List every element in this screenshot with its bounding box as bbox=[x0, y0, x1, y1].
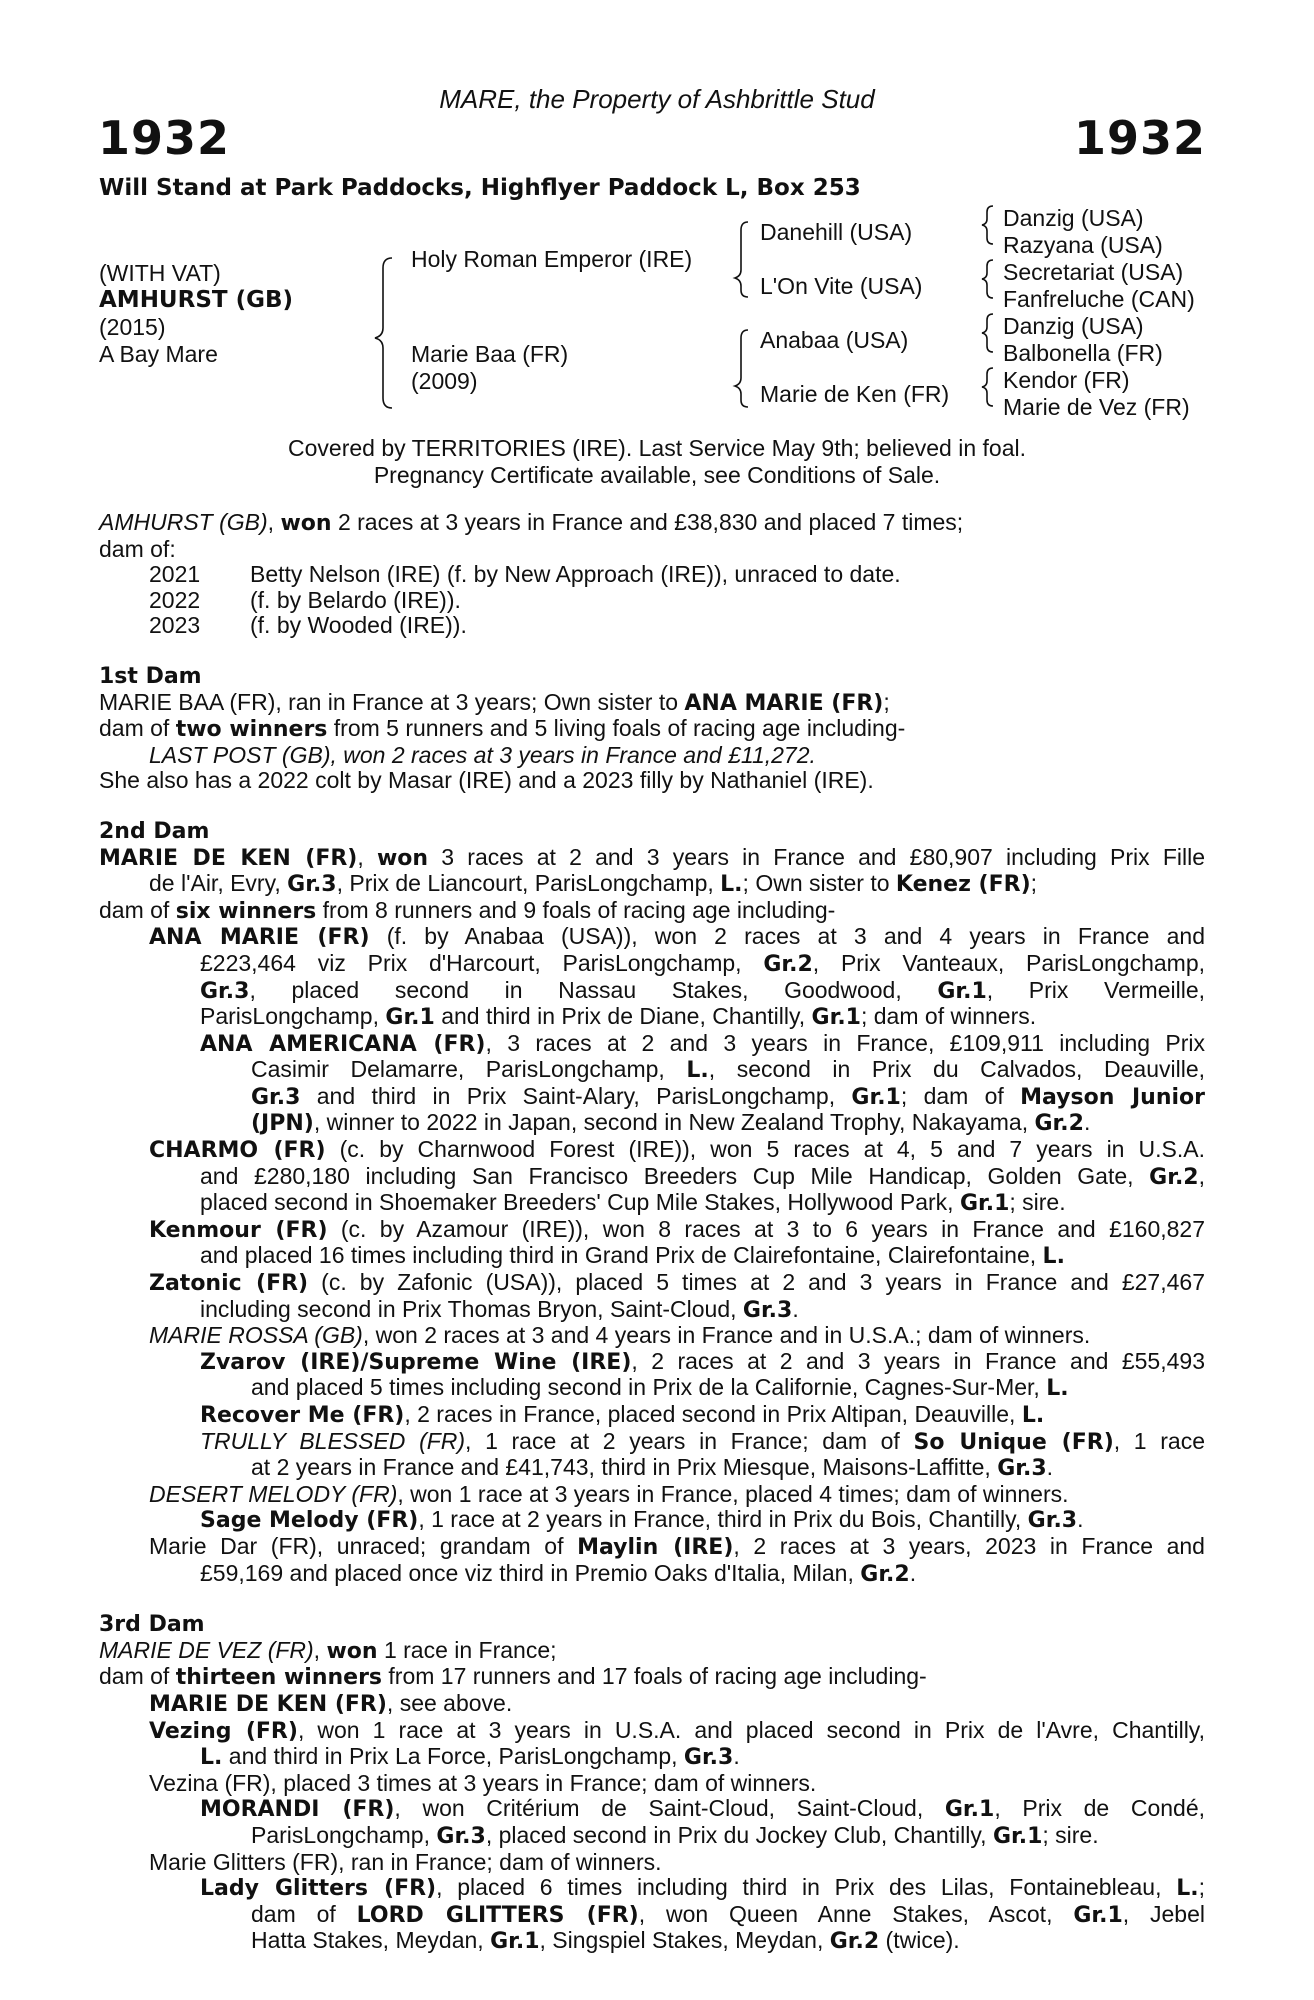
text: ParisLongchamp, bbox=[200, 1003, 386, 1030]
progeny-entry bbox=[99, 1137, 1205, 1164]
text: (c. by Charnwood Forest (IRE)), won 5 races at 4, 5 and 7 years in U.S.A. bbox=[325, 1136, 1205, 1163]
progeny-entry bbox=[99, 1534, 1205, 1561]
progeny-entry bbox=[99, 1402, 1205, 1429]
dam-year: (2009) bbox=[411, 368, 478, 394]
text: (f. by Anabaa (USA)), won 2 races at 3 and 4 years in France and bbox=[369, 923, 1206, 950]
horse-name-bold: ANA MARIE (FR) bbox=[149, 925, 370, 951]
punct: . bbox=[1077, 1506, 1084, 1533]
horse-name-bold: ANA MARIE (FR) bbox=[684, 690, 884, 716]
text: , winner to 2022 in Japan, second in New Zealand Trophy, Nakayama, bbox=[313, 1109, 1035, 1136]
text: Hatta Stakes, Meydan, bbox=[251, 1927, 491, 1954]
mare-name: AMHURST (GB) bbox=[99, 509, 268, 535]
produce-row bbox=[99, 613, 1205, 639]
grade: L. bbox=[1042, 1244, 1065, 1270]
text: from 5 runners and 5 living foals of racing age including- bbox=[327, 715, 906, 742]
catalogue-body bbox=[99, 510, 1205, 1955]
punct: , bbox=[357, 843, 377, 870]
text: from 17 runners and 17 foals of racing age including- bbox=[382, 1663, 927, 1690]
horse-name-bold: Maylin (IRE) bbox=[577, 1534, 734, 1560]
text: from 8 runners and 9 foals of racing age including- bbox=[316, 896, 836, 923]
horse-name-bold: Mayson Junior bbox=[1020, 1084, 1205, 1110]
grade: L. bbox=[1176, 1876, 1199, 1902]
text: £223,464 viz Prix d'Harcourt, ParisLongchamp, bbox=[200, 949, 764, 976]
punct: , bbox=[313, 1636, 327, 1663]
won-word: won bbox=[376, 845, 429, 871]
sire-sire-name: Danehill (USA) bbox=[760, 219, 913, 245]
progeny-entry bbox=[99, 1429, 1205, 1456]
first-dam-text: MARIE BAA (FR), ran in France at 3 years; Own sister to bbox=[99, 688, 685, 715]
mare-record: AMHURST (GB), won 2 races at 3 years in France and £38,830 and placed 7 times; dam of: 2021 Betty Nelson (IRE) (f. by New Approach (IRE)), unraced to date. 2022 (f. by Belardo (IRE)). 2023 (f. by Wooded (IRE)). bbox=[99, 510, 1205, 639]
text: , 3 races at 2 and 3 years in France, £109,911 including Prix bbox=[485, 1029, 1206, 1056]
text: and third in Prix de Diane, Chantilly, bbox=[434, 1003, 812, 1030]
grade: Gr.1 bbox=[944, 1797, 995, 1823]
won-word: won bbox=[280, 511, 332, 536]
text: , 2 races in France, placed second in Prix Altipan, Deauville, bbox=[404, 1401, 1022, 1427]
produce-text: Betty Nelson (IRE) (f. by New Approach (IRE)), unraced to date. bbox=[250, 561, 901, 588]
progeny-entry bbox=[99, 1507, 1205, 1534]
grade: Gr.3 bbox=[200, 978, 250, 1004]
dam-name: Marie Baa (FR) bbox=[411, 341, 569, 367]
text: , placed second in Nassau Stakes, Goodwood, bbox=[249, 976, 938, 1003]
text: de l'Air, Evry, bbox=[149, 870, 288, 897]
horse-name: AMHURST (GB) bbox=[99, 287, 294, 313]
horse-name-italic: MARIE ROSSA (GB) bbox=[149, 1322, 363, 1349]
horse-name-bold: Lady Glitters (FR) bbox=[200, 1876, 437, 1902]
progeny-entry: Vezina (FR), placed 3 times at 3 years in France; dam of winners. bbox=[149, 1769, 817, 1796]
text: and placed 16 times including third in Grand Prix de Clairefontaine, Clairefontaine, bbox=[200, 1242, 1043, 1269]
first-dam-heading: 1st Dam bbox=[99, 663, 202, 689]
horse-name-bold: Recover Me (FR) bbox=[200, 1403, 405, 1428]
grade: Gr.1 bbox=[1073, 1902, 1123, 1928]
punct: ; bbox=[1030, 870, 1038, 897]
first-dam-section bbox=[99, 664, 1205, 794]
text: , 2 races at 2 and 3 years in France and £55,493 bbox=[631, 1347, 1205, 1374]
horse-name-italic: DESERT MELODY (FR) bbox=[149, 1480, 398, 1507]
horse-name-bold: CHARMO (FR) bbox=[149, 1138, 326, 1164]
text: 1 race in France; bbox=[377, 1636, 557, 1663]
ancestor-8: Marie de Vez (FR) bbox=[1003, 394, 1190, 420]
text: , won Queen Anne Stakes, Ascot, bbox=[638, 1900, 1074, 1927]
horse-name-bold: MARIE DE KEN (FR) bbox=[149, 1691, 387, 1717]
ancestor-6: Balbonella (FR) bbox=[1003, 340, 1163, 366]
ancestor-2: Razyana (USA) bbox=[1003, 232, 1163, 258]
ancestor-7: Kendor (FR) bbox=[1003, 367, 1130, 393]
progeny-entry bbox=[99, 1875, 1205, 1902]
progeny-entry bbox=[99, 1482, 1205, 1508]
third-dam-heading: 3rd Dam bbox=[99, 1612, 205, 1638]
text: , won Critérium de Saint-Cloud, Saint-Cloud, bbox=[394, 1795, 945, 1822]
text: (c. by Azamour (IRE)), won 8 races at 3 to 6 years in France and £160,827 bbox=[327, 1215, 1205, 1242]
ancestor-1: Danzig (USA) bbox=[1003, 205, 1144, 231]
ancestor-5: Danzig (USA) bbox=[1003, 313, 1144, 339]
vat-note: (WITH VAT) bbox=[99, 260, 221, 286]
progeny-entry bbox=[99, 1031, 1205, 1058]
horse-name-bold: Zatonic (FR) bbox=[149, 1271, 309, 1297]
text: (twice). bbox=[879, 1927, 960, 1954]
sire-name: Holy Roman Emperor (IRE) bbox=[411, 246, 693, 272]
produce-year: 2023 bbox=[149, 612, 201, 639]
text: , Singspiel Stakes, Meydan, bbox=[539, 1927, 830, 1954]
lot-number-left: 1932 bbox=[98, 111, 231, 165]
grade: Gr.3 bbox=[742, 1297, 793, 1323]
punct: . bbox=[792, 1295, 799, 1322]
text: , Prix de Liancourt, ParisLongchamp, bbox=[336, 870, 721, 897]
grade: Gr.2 bbox=[1034, 1111, 1084, 1137]
grade: Gr.2 bbox=[763, 951, 813, 977]
won-word: won bbox=[326, 1638, 378, 1664]
text: , second in Prix du Calvados, Deauville, bbox=[708, 1056, 1206, 1083]
progeny-entry bbox=[99, 1323, 1205, 1349]
progeny-entry bbox=[99, 1349, 1205, 1376]
horse-name-italic: MARIE DE VEZ (FR) bbox=[99, 1636, 314, 1663]
produce-year: 2022 bbox=[149, 586, 201, 613]
punct: . bbox=[1083, 1109, 1091, 1136]
grade: L. bbox=[200, 1745, 223, 1771]
produce-row bbox=[99, 562, 1205, 588]
dam-sire-name: Anabaa (USA) bbox=[760, 327, 909, 353]
text: , see above. bbox=[386, 1689, 513, 1716]
grade: Gr.3 bbox=[1027, 1508, 1078, 1534]
covering-line-1: Covered by TERRITORIES (IRE). Last Service May 9th; believed in foal. bbox=[288, 435, 1026, 461]
ancestor-3: Secretariat (USA) bbox=[1003, 259, 1184, 285]
grade: Gr.1 bbox=[937, 978, 987, 1004]
stabling-location: Will Stand at Park Paddocks, Highflyer Paddock L, Box 253 bbox=[99, 175, 861, 201]
lot-number-right: 1932 bbox=[1073, 111, 1206, 165]
progeny-entry bbox=[99, 1691, 1205, 1718]
text: Casimir Delamarre, ParisLongchamp, bbox=[251, 1056, 687, 1083]
grade: Gr.1 bbox=[385, 1005, 435, 1031]
text: Marie Dar (FR), unraced; grandam of bbox=[149, 1532, 578, 1559]
horse-name-bold: (JPN) bbox=[251, 1111, 314, 1137]
produce-row bbox=[99, 588, 1205, 614]
winners-count: two winners bbox=[175, 717, 328, 743]
text: ; Own sister to bbox=[742, 870, 896, 897]
grade: Gr.2 bbox=[860, 1561, 910, 1587]
horse-year: (2015) bbox=[99, 314, 166, 340]
grade: L. bbox=[686, 1058, 709, 1084]
grade: Gr.1 bbox=[490, 1929, 540, 1955]
text: at 2 years in France and £41,743, third in Prix Miesque, Maisons-Laffitte, bbox=[251, 1454, 998, 1481]
text: , 1 race at 2 years in France, third in Prix du Bois, Chantilly, bbox=[418, 1506, 1028, 1533]
text: £59,169 and placed once viz third in Premio Oaks d'Italia, Milan, bbox=[200, 1559, 861, 1586]
horse-name-bold: ANA AMERICANA (FR) bbox=[200, 1031, 486, 1057]
horse-name-bold: So Unique (FR) bbox=[913, 1429, 1114, 1455]
grade: Gr.1 bbox=[851, 1084, 901, 1110]
text: , 2 races at 3 years, 2023 in France and bbox=[733, 1532, 1205, 1559]
progeny-entry bbox=[99, 1270, 1205, 1297]
text: ; dam of bbox=[900, 1082, 1021, 1109]
punct: ; bbox=[883, 688, 890, 715]
text: ; sire. bbox=[1009, 1189, 1066, 1216]
progeny-entry bbox=[99, 1718, 1205, 1745]
text: (c. by Zafonic (USA)), placed 5 times at 2 and 3 years in France and £27,467 bbox=[308, 1269, 1205, 1296]
horse-name-bold: LORD GLITTERS (FR) bbox=[356, 1902, 639, 1928]
first-dam-note: She also has a 2022 colt by Masar (IRE) and a 2023 filly by Nathaniel (IRE). bbox=[99, 767, 874, 794]
text: and third in Prix Saint-Alary, ParisLongchamp, bbox=[300, 1082, 852, 1109]
second-dam-heading: 2nd Dam bbox=[99, 818, 210, 844]
horse-name-bold: Kenez (FR) bbox=[895, 872, 1031, 898]
text: , Prix Vermeille, bbox=[986, 976, 1206, 1003]
dam-of-label: dam of: bbox=[99, 535, 176, 562]
punct: , bbox=[1198, 1162, 1205, 1189]
grade: L. bbox=[720, 872, 743, 898]
progeny-entry: LAST POST (GB), won 2 races at 3 years in France and £11,272. bbox=[149, 741, 816, 768]
text: dam of bbox=[251, 1900, 357, 1927]
ancestor-4: Fanfreluche (CAN) bbox=[1003, 286, 1195, 312]
text: ParisLongchamp, bbox=[251, 1821, 437, 1848]
text: ; sire. bbox=[1042, 1821, 1099, 1848]
progeny-entry bbox=[99, 1796, 1205, 1823]
grade: Gr.1 bbox=[811, 1005, 861, 1031]
text: including second in Prix Thomas Bryon, Saint-Cloud, bbox=[200, 1295, 743, 1322]
text: , Jebel bbox=[1122, 1900, 1205, 1927]
dam-dam-name: Marie de Ken (FR) bbox=[760, 381, 950, 407]
progeny-entry bbox=[99, 1217, 1205, 1244]
text: dam of bbox=[99, 715, 176, 742]
grade: Gr.1 bbox=[959, 1191, 1010, 1217]
winners-count: six winners bbox=[175, 898, 317, 924]
grade: Gr.2 bbox=[829, 1929, 880, 1955]
text: 3 races at 2 and 3 years in France and £80,907 including Prix Fille bbox=[428, 843, 1205, 870]
text: ; dam of winners. bbox=[860, 1003, 1037, 1030]
horse-name-bold: MARIE DE KEN (FR) bbox=[99, 845, 358, 871]
grade: Gr.3 bbox=[251, 1084, 301, 1110]
horse-name-bold: Vezing (FR) bbox=[149, 1718, 298, 1744]
grade: L. bbox=[1021, 1403, 1045, 1428]
horse-name-bold: Zvarov (IRE)/Supreme Wine (IRE) bbox=[200, 1349, 632, 1375]
grade: Gr.3 bbox=[436, 1823, 486, 1849]
winners-count: thirteen winners bbox=[175, 1665, 383, 1691]
horse-name-bold: Sage Melody (FR) bbox=[200, 1508, 419, 1534]
covering-line-2: Pregnancy Certificate available, see Conditions of Sale. bbox=[373, 462, 941, 488]
punct: . bbox=[1046, 1454, 1054, 1481]
text: , placed 6 times including third in Prix des Lilas, Fontainebleau, bbox=[436, 1874, 1177, 1901]
grade: L. bbox=[1046, 1376, 1069, 1402]
text: dam of bbox=[99, 896, 176, 923]
grade: Gr.1 bbox=[992, 1823, 1043, 1849]
text: and placed 5 times including second in Prix de la Californie, Cagnes-Sur-Mer, bbox=[251, 1374, 1047, 1401]
grade: Gr.3 bbox=[997, 1456, 1047, 1482]
grade: Gr.3 bbox=[683, 1745, 734, 1771]
horse-name-bold: MORANDI (FR) bbox=[200, 1797, 395, 1823]
horse-name-italic: TRULLY BLESSED (FR) bbox=[200, 1427, 466, 1454]
covering-note bbox=[0, 435, 1314, 489]
third-dam-section bbox=[99, 1612, 1205, 1955]
text: , won 1 race at 3 years in France, placed 4 times; dam of winners. bbox=[397, 1480, 1069, 1507]
mare-record-text: 2 races at 3 years in France and £38,830 and placed 7 times; bbox=[331, 509, 964, 535]
sire-dam-name: L'On Vite (USA) bbox=[760, 273, 923, 299]
produce-text: (f. by Wooded (IRE)). bbox=[250, 612, 467, 639]
horse-name-bold: Kenmour (FR) bbox=[149, 1217, 328, 1243]
text: placed second in Shoemaker Breeders' Cup Mile Stakes, Hollywood Park, bbox=[200, 1189, 960, 1216]
text: , won 1 race at 3 years in U.S.A. and placed second in Prix de l'Avre, Chantilly, bbox=[297, 1716, 1205, 1743]
text: , 1 race bbox=[1113, 1427, 1205, 1454]
progeny-entry: Marie Glitters (FR), ran in France; dam of winners. bbox=[149, 1848, 662, 1875]
progeny-entry bbox=[99, 924, 1205, 951]
punct: . bbox=[909, 1559, 917, 1586]
grade: Gr.3 bbox=[287, 872, 337, 898]
punct: ; bbox=[1198, 1874, 1205, 1901]
produce-year: 2021 bbox=[149, 561, 201, 588]
text: , Prix de Condé, bbox=[994, 1795, 1205, 1822]
text: , Prix Vanteaux, ParisLongchamp, bbox=[812, 949, 1205, 976]
grade: Gr.2 bbox=[1149, 1164, 1199, 1190]
text: and third in Prix La Force, ParisLongchamp, bbox=[222, 1743, 684, 1770]
page-caption: MARE, the Property of Ashbrittle Stud bbox=[439, 84, 875, 114]
horse-description: A Bay Mare bbox=[99, 341, 218, 367]
second-dam-section bbox=[99, 819, 1205, 1587]
produce-text: (f. by Belardo (IRE)). bbox=[250, 586, 461, 613]
text: , placed second in Prix du Jockey Club, Chantilly, bbox=[485, 1821, 993, 1848]
text: , won 2 races at 3 and 4 years in France and in U.S.A.; dam of winners. bbox=[362, 1322, 1091, 1349]
text: and £280,180 including San Francisco Breeders Cup Mile Handicap, Golden Gate, bbox=[200, 1162, 1150, 1189]
text: , 1 race at 2 years in France; dam of bbox=[465, 1427, 914, 1454]
punct: . bbox=[733, 1743, 740, 1770]
text: dam of bbox=[99, 1663, 176, 1690]
